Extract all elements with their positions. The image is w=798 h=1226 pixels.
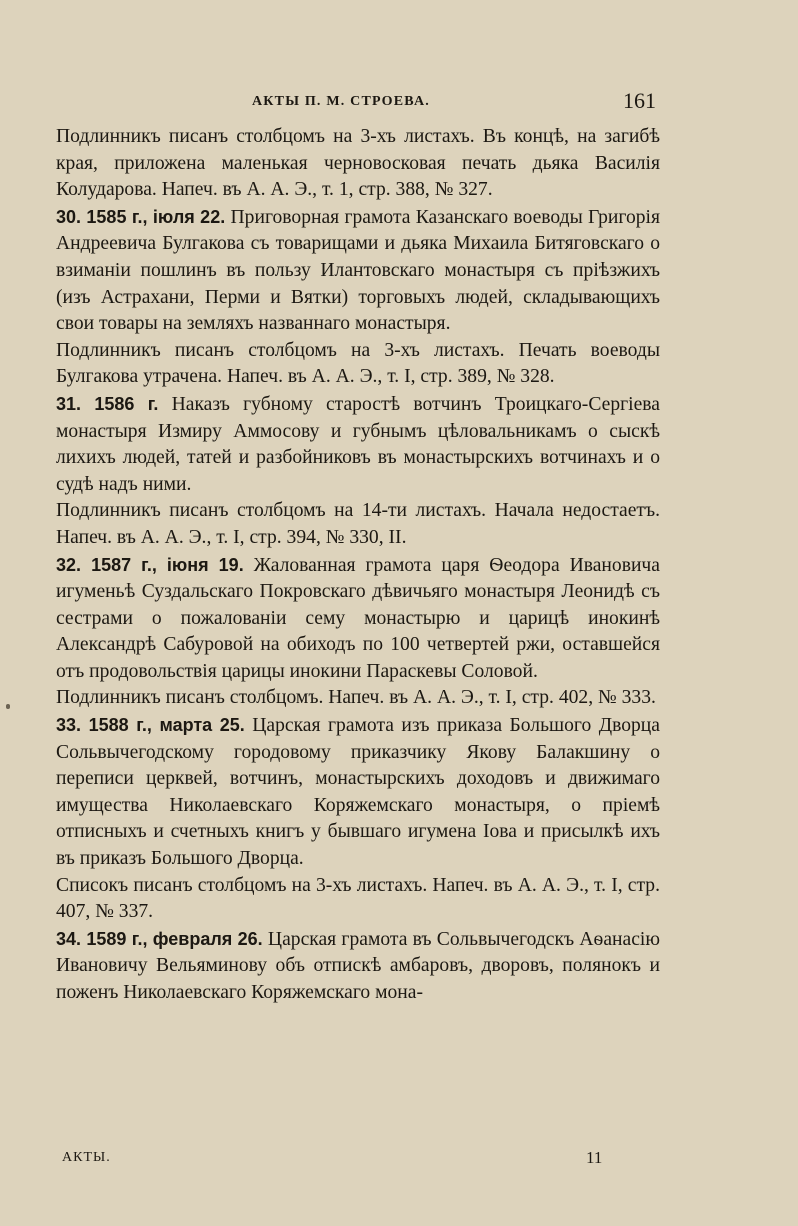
paragraph-body: Царская грамота въ Сольвычегодскъ Аѳанасію Ивановичу Вельяминову объ отпискѣ амбаровъ, дворовъ, полянокъ и поженъ Николаевскаго Коряжемскаго мона- <box>56 928 660 1003</box>
paragraph-note-29 <box>56 124 660 204</box>
entry-heading: 32. 1587 г., іюня 19. <box>56 554 244 575</box>
body-text <box>56 124 660 1007</box>
paragraph-body: Списокъ писанъ столбцомъ на 3-хъ листахъ. Напеч. въ А. А. Э., т. I, стр. 407, № 337. <box>56 874 660 923</box>
page-footer <box>62 1150 602 1174</box>
paragraph-entry-30 <box>56 204 660 338</box>
page-header <box>56 88 656 118</box>
paragraph-body: Подлинникъ писанъ столбцомъ. Напеч. въ А. А. Э., т. I, стр. 402, № 333. <box>56 687 656 709</box>
paragraph-entry-33 <box>56 712 660 873</box>
running-title: АКТЫ П. М. СТРОЕВА. <box>252 94 430 109</box>
paragraph-entry-32 <box>56 552 660 686</box>
paragraph-note-32 <box>56 685 660 712</box>
page-number: 161 <box>623 88 656 113</box>
margin-speck <box>6 704 10 709</box>
paragraph-note-31 <box>56 498 660 551</box>
entry-heading: 34. 1589 г., февраля 26. <box>56 928 263 949</box>
paragraph-body: Подлинникъ писанъ столбцомъ на 14-ти листахъ. Начала недостаетъ. Напеч. въ А. А. Э., т. I, стр. 394, № 330, II. <box>56 500 660 548</box>
paragraph-body: Подлинникъ писанъ столбцомъ на 3-хъ листахъ. Печать воеводы Булгакова утрачена. Напеч. въ А. А. Э., т. I, стр. 389, № 328. <box>56 339 660 388</box>
entry-heading: 30. 1585 г., іюля 22. <box>56 206 226 227</box>
paragraph-body: Наказъ губному старостѣ вотчинъ Троицкаго-Сергіева монастыря Измиру Аммосову и губнымъ цѣловальникамъ о сыскѣ лихихъ людей, татей и разбойниковъ въ монастырскихъ вотчинахъ и о судѣ надъ ними. <box>56 393 660 495</box>
paragraph-note-30 <box>56 338 660 391</box>
signature-mark: АКТЫ. <box>62 1150 111 1165</box>
paragraph-entry-31 <box>56 391 660 498</box>
paragraph-body: Приговорная грамота Казанскаго воеводы Григорія Андреевича Булгакова съ товарищами и дьяка Михаила Битяговскаго о взиманіи пошлинъ въ пользу Илантовскаго монастыря съ пріѣзжихъ (изъ Астрахани, Перми и Вятки) торговыхъ людей, складывающихъ свои товары на земляхъ названнаго монастыря. <box>56 206 661 335</box>
paragraph-body: Жалованная грамота царя Ѳеодора Ивановича игуменьѣ Суздальскаго Покровскаго дѣвичьяго монастыря Леонидѣ съ сестрами о пожалованіи сему монастырю и царицѣ инокинѣ Александрѣ Сабуровой на обиходъ по 100 четвертей ржи, оставшейся отъ продовольствія царицы инокини Параскевы Соловой. <box>56 554 660 682</box>
entry-heading: 31. 1586 г. <box>56 393 159 414</box>
paragraph-entry-34 <box>56 926 660 1007</box>
signature-number: 11 <box>586 1148 603 1167</box>
paragraph-body: Подлинникъ писанъ столбцомъ на 3-хъ листахъ. Въ концѣ, на загибѣ края, приложена маленькая черновосковая печать дьяка Василія Колударова. Напеч. въ А. А. Э., т. 1, стр. 388, № 327. <box>56 126 660 201</box>
paragraph-note-33 <box>56 873 660 926</box>
entry-heading: 33. 1588 г., марта 25. <box>56 715 245 736</box>
paragraph-body: Царская грамота изъ приказа Большого Дворца Сольвычегодскому городовому приказчику Якову Балакшину о переписи церквей, вотчинъ, монастырскихъ доходовъ и движимаго имущества Николаевскаго Коряжемскаго монастыря, о пріемѣ отписныхъ и счетныхъ книгъ у бывшаго игумена Іова и присылкѣ ихъ въ приказъ Большого Дворца. <box>56 715 660 870</box>
